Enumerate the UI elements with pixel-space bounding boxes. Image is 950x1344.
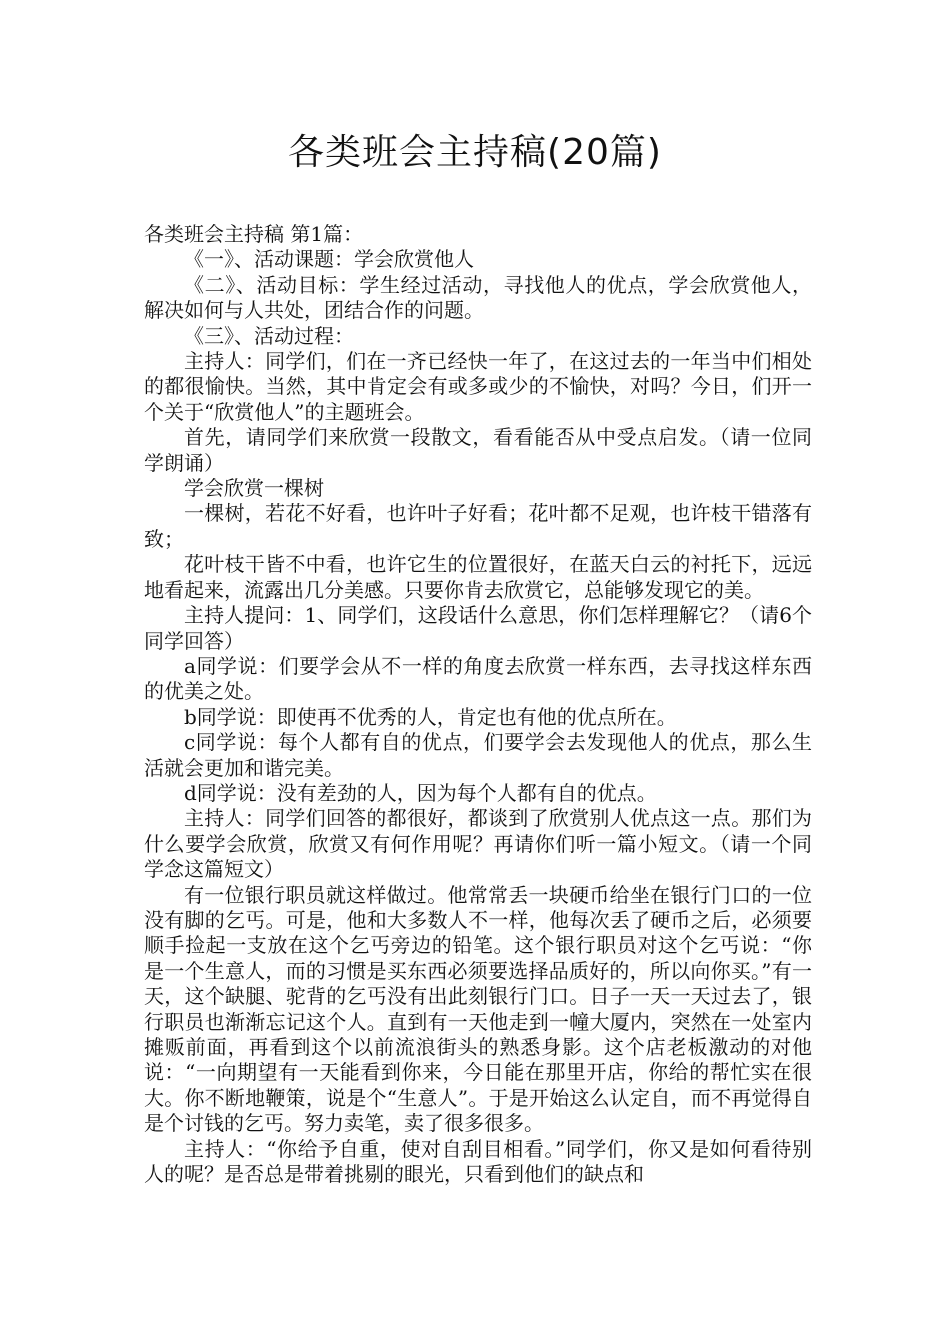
paragraph: 主持人提问：1、同学们，这段话什么意思，你们怎样理解它？（请6个同学回答） xyxy=(144,603,812,653)
paragraph: a同学说：们要学会从不一样的角度去欣赏一样东西，去寻找这样东西的优美之处。 xyxy=(144,653,812,704)
paragraph: 花叶枝干皆不中看，也许它生的位置很好，在蓝天白云的衬托下，远远地看起来，流露出几分美感。只要你肯去欣赏它，总能够发现它的美。 xyxy=(144,552,812,602)
document-title: 各类班会主持稿(20篇) xyxy=(288,132,662,173)
paragraph: b同学说：即使再不优秀的人，肯定也有他的优点所在。 xyxy=(184,704,677,729)
paragraph: 《三》、活动过程： xyxy=(184,323,354,348)
paragraph: 一棵树，若花不好看，也许叶子好看；花叶都不足观，也许枝干错落有致； xyxy=(144,501,812,551)
paragraph: c同学说：每个人都有自的优点，们要学会去发现他人的优点，那么生活就会更加和谐完美。 xyxy=(144,730,812,780)
paragraph: 首先，请同学们来欣赏一段散文，看看能否从中受点启发。（请一位同学朗诵） xyxy=(144,425,812,475)
paragraph: 《一》、活动课题：学会欣赏他人 xyxy=(184,247,474,272)
document-body xyxy=(144,222,812,1187)
paragraph: 主持人：同学们，们在一齐已经快一年了，在这过去的一年当中们相处的都很愉快。当然，其中肯定会有或多或少的不愉快，对吗？今日，们开一个关于“欣赏他人”的主题班会。 xyxy=(144,349,812,424)
paragraph: d同学说：没有差劲的人，因为每个人都有自的优点。 xyxy=(184,780,657,805)
section-heading: 各类班会主持稿 第1篇： xyxy=(144,222,364,246)
paragraph: 学会欣赏一棵树 xyxy=(184,476,324,501)
paragraph: 主持人：同学们回答的都很好，都谈到了欣赏别人优点这一点。那们为什么要学会欣赏，欣赏又有何作用呢？再请你们听一篇小短文。（请一个同学念这篇短文） xyxy=(144,806,812,882)
paragraph: 有一位银行职员就这样做过。他常常丢一块硬币给坐在银行门口的一位没有脚的乞丐。可是，他和大多数人不一样，他每次丢了硬币之后，必须要顺手捡起一支放在这个乞丐旁边的铅笔。这个银行职员对这个乞丐说：“你是一个生意人，而的习惯是买东西必须要选择品质好的，所以向你买。”有一天，这个缺腿、驼背的乞丐没有出此刻银行门口。日子一天一天过去了，银行职员也渐渐忘记这个人。直到有一天他走到一幢大厦内，突然在一处室内摊贩前面，再看到这个以前流浪街头的熟悉身影。这个店老板激动的对他说：“一向期望有一天能看到你来，今日能在那里开店，你给的帮忙实在很大。你不断地鞭策，说是个“生意人”。于是开始这么认定自，而不再觉得自是个讨钱的乞丐。努力卖笔，卖了很多很多。 xyxy=(144,882,812,1136)
paragraph: 《二》、活动目标：学生经过活动，寻找他人的优点，学会欣赏他人，解决如何与人共处，团结合作的问题。 xyxy=(144,272,812,323)
paragraph: 主持人：“你给予自重，使对自刮目相看。”同学们，你又是如何看待别人的呢？是否总是带着挑剔的眼光，只看到他们的缺点和 xyxy=(144,1136,812,1187)
